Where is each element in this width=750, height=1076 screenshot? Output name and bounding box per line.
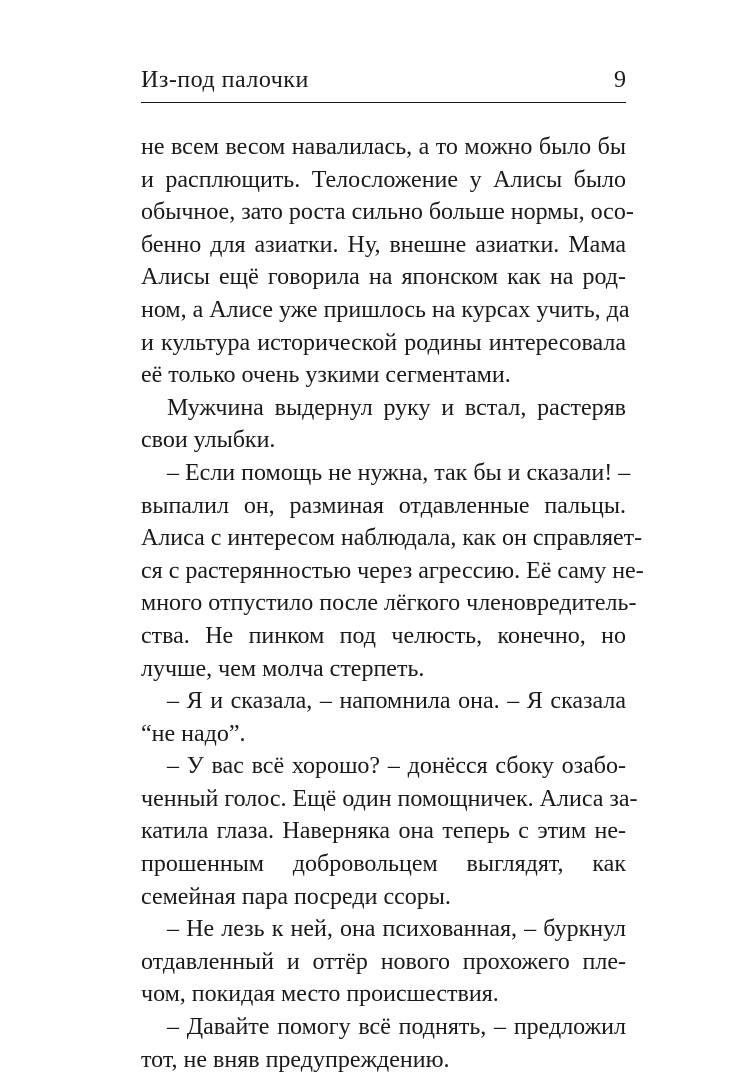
text-line: – Я и сказала, – напомнила она. – Я сказала	[167, 688, 626, 715]
text-line: “не надо”.	[141, 720, 246, 747]
text-line: не всем весом навалилась, а то можно было бы	[141, 134, 626, 160]
text-line: Алиса с интересом наблюдала, как он справляет-	[141, 525, 643, 552]
running-header	[141, 62, 626, 102]
text-line: – Давайте помогу всё поднять, – предложил	[167, 1014, 626, 1041]
text-line: чом, покидая место происшествия.	[141, 981, 499, 1008]
text-line: ства. Не пинком под челюсть, конечно, но	[141, 622, 626, 649]
text-line: катила глаза. Наверняка она теперь с этим не-	[141, 818, 626, 845]
text-line: обычное, зато роста сильно больше нормы, осо-	[141, 199, 634, 226]
text-line: – Не лезь к ней, она психованная, – буркнул	[167, 916, 626, 943]
running-title: Из-под палочки	[141, 67, 309, 93]
text-line: ченный голос. Ещё один помощничек. Алиса за-	[141, 785, 638, 812]
text-line: Алисы ещё говорила на японском как на род-	[141, 264, 626, 291]
text-line: тот, не вняв предупреждению.	[141, 1046, 450, 1073]
page-number: 9	[614, 67, 626, 93]
text-line: и культура исторической родины интересовала	[141, 329, 626, 356]
text-line: семейная пара посреди ссоры.	[141, 883, 451, 910]
text-line: ном, а Алисе уже пришлось на курсах учить, да	[141, 296, 630, 323]
text-line: – У вас всё хорошо? – донёсся сбоку озабо-	[167, 753, 626, 780]
header-rule	[141, 102, 626, 103]
text-line: отдавленный и оттёр нового прохожего пле-	[141, 948, 626, 975]
text-line: свои улыбки.	[141, 427, 276, 454]
text-line: Мужчина выдернул руку и встал, растеряв	[167, 394, 626, 421]
text-line: – Если помощь не нужна, так бы и сказали! –	[167, 459, 631, 486]
text-line: много отпустило после лёгкого членовредитель-	[141, 590, 637, 617]
body-text	[141, 131, 644, 1076]
text-line: выпалил он, разминая отдавленные пальцы.	[141, 492, 626, 519]
text-line: прошенным добровольцем выглядят, как	[141, 851, 626, 878]
text-line: лучше, чем молча стерпеть.	[141, 655, 425, 682]
text-line: и расплющить. Телосложение у Алисы было	[141, 166, 626, 193]
text-line: её только очень узкими сегментами.	[141, 362, 511, 389]
text-line: бенно для азиатки. Ну, внешне азиатки. Мама	[141, 231, 626, 258]
text-line: ся с растерянностью через агрессию. Её саму не-	[141, 557, 644, 584]
